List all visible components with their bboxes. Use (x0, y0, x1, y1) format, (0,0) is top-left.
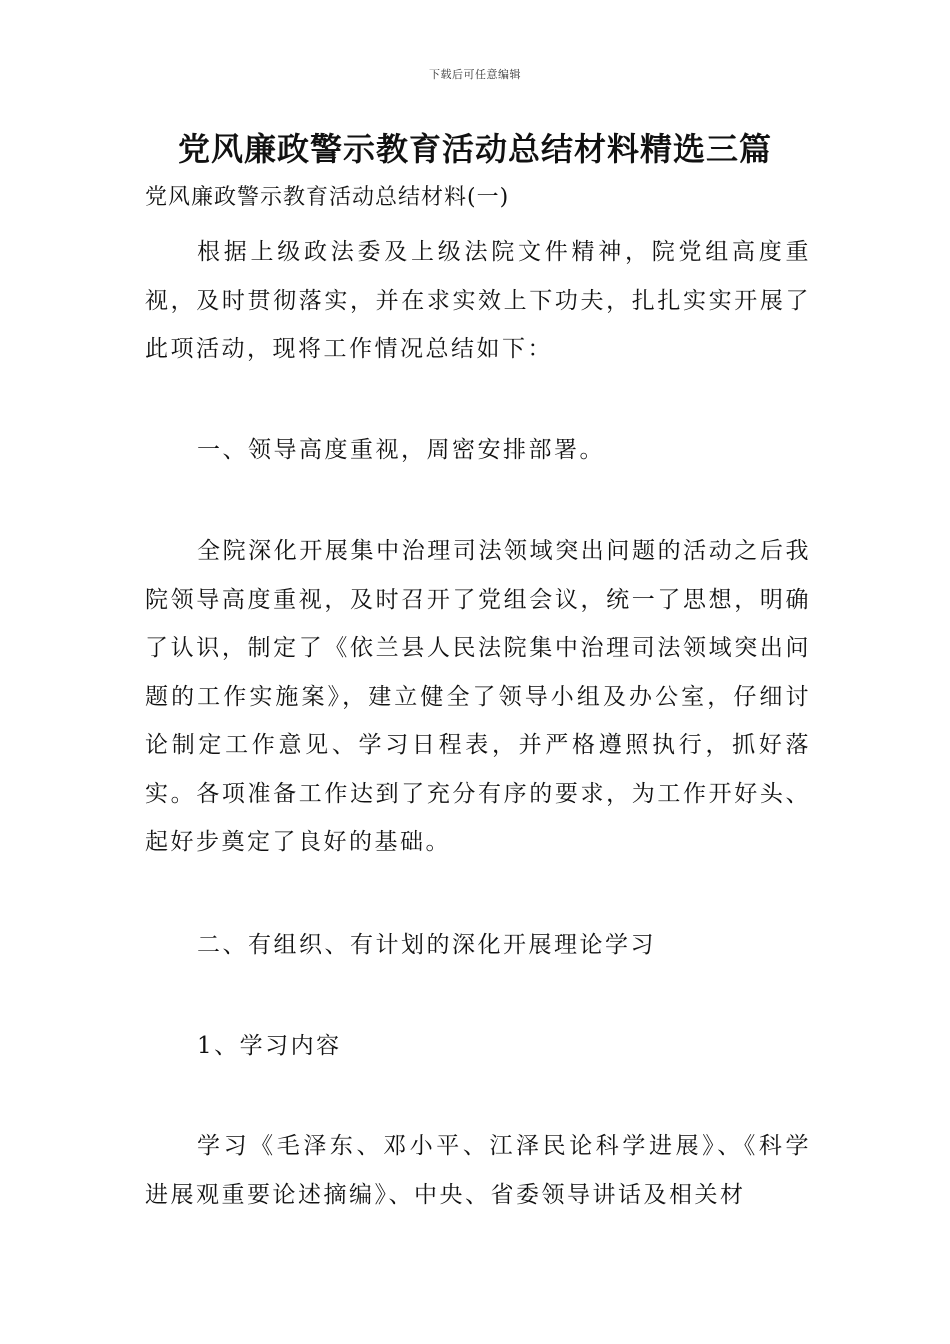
document-subtitle: 党风廉政警示教育活动总结材料(一) (145, 185, 510, 210)
section-heading-1: 一、领导高度重视，周密安排部署。 (197, 437, 605, 463)
paragraph-study-content: 学习《毛泽东、邓小平、江泽民论科学进展》、《科学进展观重要论述摘编》、中央、省委领导讲话及相关材 (145, 1133, 811, 1208)
subsection-heading-1: 1、学习内容 (197, 1033, 342, 1059)
paragraph-intro: 根据上级政法委及上级法院文件精神，院党组高度重视，及时贯彻落实，并在求实效上下功夫，扎扎实实开展了此项活动，现将工作情况总结如下： (145, 239, 811, 362)
document-title: 党风廉政警示教育活动总结材料精选三篇 (177, 130, 772, 168)
header-note: 下载后可任意编辑 (429, 68, 521, 81)
paragraph-section-1: 全院深化开展集中治理司法领域突出问题的活动之后我院领导高度重视，及时召开了党组会议，统一了思想，明确了认识，制定了《依兰县人民法院集中治理司法领域突出问题的工作实施案》，建立健全了领导小组及办公室，仔细讨论制定工作意见、学习日程表，并严格遵照执行，抓好落实。各项准备工作达到了充分有序的要求，为工作开好头、起好步奠定了良好的基础。 (145, 538, 811, 855)
section-heading-2: 二、有组织、有计划的深化开展理论学习 (197, 932, 656, 958)
